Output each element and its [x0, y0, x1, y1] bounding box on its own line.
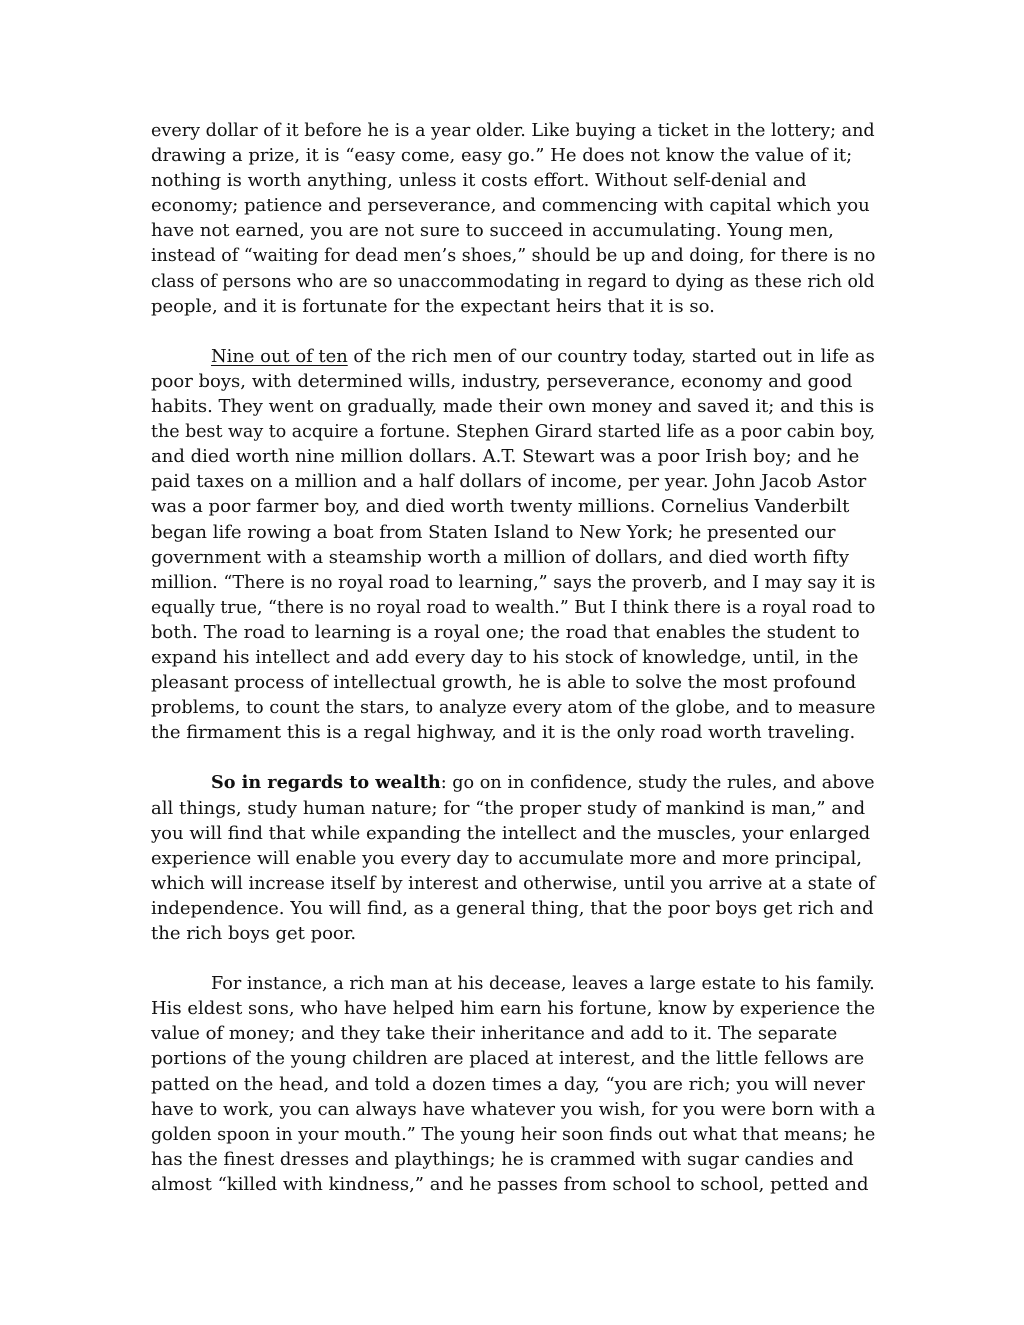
- text-line: million. “There is no royal road to learning,” says the proverb, and I may say it is: [151, 571, 876, 593]
- text-line: portions of the young children are placed at interest, and the little fellows are: [151, 1048, 865, 1070]
- text-line: expand his intellect and add every day to his stock of knowledge, until, in the: [151, 646, 859, 668]
- text-line: equally true, “there is no royal road to wealth.” But I think there is a royal road to: [151, 596, 876, 618]
- text-line: almost “killed with kindness,” and he passes from school to school, petted and: [151, 1173, 869, 1195]
- text-line: has the finest dresses and playthings; he is crammed with sugar candies and: [151, 1148, 854, 1170]
- paragraph-4: [151, 971, 875, 1197]
- text-line: habits. They went on gradually, made their own money and saved it; and this is: [151, 396, 875, 418]
- text-line: government with a steamship worth a million of dollars, and died worth fifty: [151, 546, 849, 568]
- paragraph-1: [151, 118, 875, 319]
- text-line: was a poor farmer boy, and died worth twenty millions. Cornelius Vanderbilt: [151, 496, 850, 518]
- text-line: [151, 344, 875, 369]
- text-line: instead of “waiting for dead men’s shoes,” should be up and doing, for there is no: [151, 245, 876, 267]
- text-line: nothing is worth anything, unless it costs effort. Without self-denial and: [151, 170, 807, 192]
- text-line: class of persons who are so unaccommodating in regard to dying as these rich old: [151, 270, 875, 292]
- paragraph-3: [151, 770, 875, 946]
- text-line: people, and it is fortunate for the expectant heirs that it is so.: [151, 295, 715, 317]
- paragraph-spacer: [151, 745, 875, 770]
- text-line: patted on the head, and told a dozen times a day, “you are rich; you will never: [151, 1073, 865, 1095]
- paragraph-spacer: [151, 946, 875, 971]
- text-line: the rich boys get poor.: [151, 923, 357, 944]
- text-line: value of money; and they take their inheritance and add to it. The separate: [151, 1023, 838, 1045]
- text-line: poor boys, with determined wills, industry, perseverance, economy and good: [151, 370, 853, 392]
- text-line: golden spoon in your mouth.” The young heir soon finds out what that means; he: [151, 1123, 876, 1145]
- text-line: problems, to count the stars, to analyze every atom of the globe, and to measure: [151, 697, 876, 719]
- text-line: have not earned, you are not sure to succeed in accumulating. Young men,: [151, 220, 834, 242]
- text-run: of the rich men of our country today, started out in life as: [347, 345, 875, 367]
- text-line: and died worth nine million dollars. A.T. Stewart was a poor Irish boy; and he: [151, 446, 860, 468]
- text-line: His eldest sons, who have helped him earn his fortune, know by experience the: [151, 998, 876, 1020]
- text-line: began life rowing a boat from Staten Island to New York; he presented our: [151, 521, 836, 543]
- text-line: paid taxes on a million and a half dollars of income, per year. John Jacob Astor: [151, 471, 867, 493]
- text-line: pleasant process of intellectual growth, he is able to solve the most profound: [151, 672, 857, 694]
- document-page: [151, 118, 875, 1197]
- underlined-phrase: Nine out of ten: [211, 345, 348, 367]
- text-line: every dollar of it before he is a year older. Like buying a ticket in the lottery; and: [151, 120, 875, 141]
- bold-phrase: So in regards to wealth: [211, 772, 441, 794]
- text-line: which will increase itself by interest and otherwise, until you arrive at a state of: [151, 872, 876, 894]
- text-line: the firmament this is a regal highway, and it is the only road worth traveling.: [151, 722, 856, 744]
- text-line: you will find that while expanding the intellect and the muscles, your enlarged: [151, 822, 871, 844]
- text-line: independence. You will find, as a general thing, that the poor boys get rich and: [151, 897, 874, 919]
- text-run: : go on in confidence, study the rules, and above: [440, 772, 875, 794]
- text-line: [151, 770, 875, 795]
- text-line: both. The road to learning is a royal one; the road that enables the student to: [151, 621, 860, 643]
- text-line: have to work, you can always have whatever you wish, for you were born with a: [151, 1098, 876, 1120]
- text-line: the best way to acquire a fortune. Stephen Girard started life as a poor cabin boy,: [151, 421, 876, 443]
- paragraph-spacer: [151, 319, 875, 344]
- text-line: economy; patience and perseverance, and commencing with capital which you: [151, 195, 870, 217]
- paragraph-2: [151, 344, 875, 746]
- text-line: experience will enable you every day to accumulate more and more principal,: [151, 847, 862, 869]
- text-line: For instance, a rich man at his decease, leaves a large estate to his family.: [211, 973, 875, 995]
- text-line: drawing a prize, it is “easy come, easy go.” He does not know the value of it;: [151, 145, 853, 167]
- text-line: all things, study human nature; for “the proper study of mankind is man,” and: [151, 797, 866, 819]
